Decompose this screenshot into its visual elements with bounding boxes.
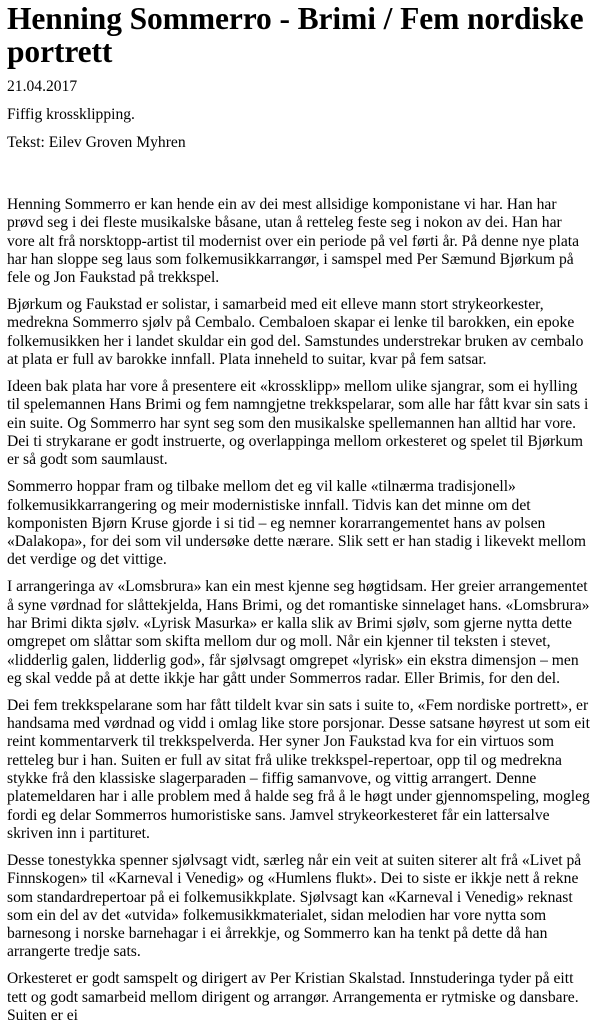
paragraph: Ideen bak plata har vore å presentere eit «krossklipp» mellom ulike sjangrar, som ei hylling til spelemannen Hans Brimi og fem namngjetne trekkspelarar, som alle har fått kvar sin sats i ein suite. Og Sommerro har synt seg som den musikalske spellemannen han alltid har vore. Dei ti strykarane er godt instruerte, og overlappinga mellom orkesteret og spelet til Bjørkum er så godt som saumlaust.: [7, 378, 589, 469]
article-date: 21.04.2017: [7, 78, 78, 95]
article-body: [7, 196, 592, 1025]
article-byline: Tekst: Eilev Groven Myhren: [7, 134, 186, 151]
paragraph: Sommerro hoppar fram og tilbake mellom det eg vil kalle «tilnærma tradisjonell» folkemusikkarrangering og meir modernistiske innfall. Tidvis kan det minne om det komponisten Bjørn Kruse gjorde i si tid – eg nemner korarrangementet hans av polsen «Dalakopa», for dei som vil undersøke dette nærare. Slik sett er han stadig i likevekt mellom det verdige og det vittige.: [7, 478, 586, 569]
article-title: Henning Sommerro - Brimi / Fem nordiske portrett: [7, 1, 584, 69]
paragraph: Orkesteret er godt samspelt og dirigert av Per Kristian Skalstad. Innstuderinga tyder på eitt tett og godt samarbeid mellom dirigent og arrangør. Arrangementa er rytmiske og dansbare. Suiten er ei: [7, 970, 579, 1024]
article-meta: [7, 77, 592, 152]
paragraph: Dei fem trekkspelarane som har fått tildelt kvar sin sats i suite to, «Fem nordiske portrett», er handsama med vørdnad og vidd i omlag like store porsjonar. Desse satsane høyrest ut som eit reint kommentarverk til trekkspelverda. Her syner Jon Faukstad kva for ein virtuos som retteleg bur i han. Suiten er full av sitat frå ulike trekkspel-repertoar, opp til og medrekna stykke frå den klassiske slagerparaden – fiffig samanvove, og vittig arrangert. Denne platemeldaren har i alle problem med å halde seg frå å le høgt under gjennomspeling, mogleg fordi eg delar Sommerros humoristiske sans. Jamvel strykeorkesteret får ein lattersalve skriven inn i partituret.: [7, 696, 590, 842]
article: [0, 2, 600, 1025]
article-lede: Fiffig krossklipping.: [7, 106, 135, 123]
paragraph: Henning Sommerro er kan hende ein av dei mest allsidige komponistane vi har. Han har prøvd seg i dei fleste musikalske båsane, utan å retteleg feste seg i nokon av dei. Han har vore alt frå norsktopp-artist til modernist over ein periode på vel førti år. På denne nye plata har han sloppe seg laus som folkemusikkarrangør, i samspel med Per Sæmund Bjørkum på fele og Jon Faukstad på trekkspel.: [7, 196, 580, 287]
paragraph: Desse tonestykka spenner sjølvsagt vidt, særleg når ein veit at suiten siterer alt frå «Livet på Finnskogen» til «Karneval i Venedig» og «Humlens flukt». Dei to siste er ikkje nett å rekne som standardrepertoar på ei folkemusikkplate. Sjølvsagt kan «Karneval i Venedig» reknast som ein del av det «utvida» folkemusikkmaterialet, sidan melodien har vore nytta som barnesong i norske barnehagar i ei årrekkje, og Sommerro kan ha tenkt på dette då han arrangerte tredje sats.: [7, 851, 582, 961]
paragraph: Bjørkum og Faukstad er solistar, i samarbeid med eit elleve mann stort strykeorkester, medrekna Sommerro sjølv på Cembalo. Cembaloen skapar ei lenke til barokken, ein epoke folkemusikken her i landet skuldar ein god del. Samstundes understrekar bruken av cembalo at plata er full av barokke innfall. Plata inneheld to suitar, kvar på fem satsar.: [7, 296, 584, 369]
paragraph: I arrangeringa av «Lomsbrura» kan ein mest kjenne seg høgtidsam. Her greier arrangementet å syne vørdnad for slåttekjelda, Hans Brimi, og det romantiske sinnelaget hans. «Lomsbrura» har Brimi dikta sjølv. «Lyrisk Masurka» er kalla slik av Brimi sjølv, som gjerne nytta dette omgrepet om slåttar som skifta mellom dur og moll. Når ein kjenner til teksten i stevet, «lidderlig galen, lidderlig god», får sjølvsagt omgrepet «lyrisk» ein ekstra dimensjon – men eg skal vedde på at dette ikkje har gått under Sommerros radar. Eller Brimis, for den del.: [7, 578, 590, 687]
